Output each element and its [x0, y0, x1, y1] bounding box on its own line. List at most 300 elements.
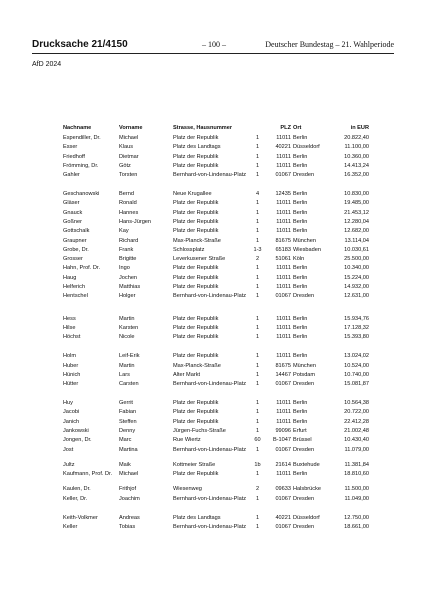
cell-strasse: Platz der Republik [173, 218, 219, 225]
cell-nachname: Hütter [63, 381, 79, 388]
table-row [63, 428, 369, 437]
cell-ort: Berlin [293, 265, 308, 272]
cell-hausnummer: 1 [255, 334, 260, 341]
cell-amount: 11.079,00 [344, 446, 369, 453]
cell-strasse: Platz der Republik [173, 209, 219, 216]
table-row [63, 210, 369, 219]
cell-amount: 15.081,87 [344, 381, 369, 388]
cell-hausnummer: 60 [254, 437, 261, 444]
column-header-vorname: Vorname [119, 125, 143, 131]
cell-amount: 10.564,38 [344, 400, 369, 407]
cell-nachname: Graupner [63, 237, 87, 244]
cell-ort: Berlin [293, 135, 308, 141]
table-row [63, 228, 369, 237]
cell-nachname: Jacobi [63, 409, 80, 416]
table-row [63, 462, 369, 471]
cell-strasse: Bernhard-von-Lindenau-Platz [173, 523, 247, 530]
cell-plz: 01067 [275, 523, 291, 530]
cell-strasse: Bernhard-von-Lindenau-Platz [173, 495, 247, 502]
cell-strasse: Neue Krugallee [173, 191, 212, 198]
cell-hausnummer: 1 [255, 135, 260, 141]
column-header-eur: in EUR [350, 125, 369, 131]
table-row [63, 515, 369, 524]
cell-ort: Dresden [293, 172, 315, 179]
cell-amount: 20.722,00 [344, 409, 369, 416]
cell-vorname: Lars [119, 371, 130, 378]
cell-hausnummer: 1 [255, 400, 260, 407]
cell-plz: 11011 [276, 334, 291, 341]
cell-nachname: Jultz [63, 461, 75, 468]
cell-strasse: Wiesenweg [173, 486, 202, 493]
cell-vorname: Frithjof [119, 486, 137, 493]
cell-hausnummer: 1 [255, 200, 260, 207]
cell-amount: 10.430,40 [344, 437, 369, 444]
cell-amount: 12.280,04 [344, 218, 369, 225]
cell-nachname: Keller [63, 523, 78, 530]
cell-ort: Dresden [293, 523, 315, 530]
cell-ort: Erfurt [293, 428, 307, 434]
cell-plz: 40221 [275, 514, 291, 521]
cell-nachname: Helferich [63, 284, 86, 291]
cell-hausnummer: 1 [255, 418, 260, 425]
table-row [63, 372, 369, 381]
cell-strasse: Alter Markt [173, 371, 201, 378]
cell-amount: 20.822,40 [344, 135, 369, 141]
cell-plz: 01067 [275, 381, 291, 388]
cell-nachname: Höchst [63, 334, 81, 341]
cell-nachname: Huy [63, 400, 73, 407]
cell-hausnummer: 1 [255, 153, 260, 160]
cell-amount: 12.682,00 [344, 228, 369, 235]
cell-strasse: Bernhard-von-Lindenau-Platz [173, 172, 247, 179]
cell-plz: 21614 [275, 461, 291, 468]
cell-hausnummer: 1 [255, 274, 260, 281]
cell-plz: 11011 [276, 200, 291, 207]
table-row [63, 400, 369, 409]
cell-amount: 18.661,00 [344, 523, 369, 530]
cell-strasse: Rue Wiertz [173, 437, 201, 444]
cell-vorname: Leif-Erik [119, 353, 140, 360]
cell-strasse: Platz der Republik [173, 274, 219, 281]
table-row [63, 163, 369, 172]
cell-ort: Dresden [293, 381, 315, 388]
table-row [63, 154, 369, 163]
cell-ort: Berlin [293, 315, 308, 322]
table-row [63, 381, 369, 400]
cell-strasse: Bernhard-von-Lindenau-Platz [173, 446, 247, 453]
cell-nachname: Hentschel [63, 293, 88, 300]
table-row [63, 275, 369, 284]
cell-strasse: Platz der Republik [173, 325, 219, 332]
cell-strasse: Max-Planck-Straße [173, 237, 221, 244]
cell-ort: Potsdam [293, 371, 316, 378]
cell-hausnummer: 1 [255, 353, 260, 360]
cell-vorname: Frank [119, 246, 134, 253]
cell-ort: Berlin [293, 409, 308, 416]
cell-nachname: Hünich [63, 371, 81, 378]
cell-plz: 11011 [276, 400, 291, 407]
cell-amount: 10.030,61 [344, 246, 369, 253]
cell-plz: 11011 [276, 135, 291, 141]
page-number: – 100 – [202, 40, 226, 49]
cell-vorname: Hans-Jürgen [119, 218, 152, 225]
cell-ort: Berlin [293, 191, 308, 198]
table-row [63, 191, 369, 200]
cell-nachname: Keith-Volkmer [63, 514, 98, 521]
cell-amount: 22.412,28 [344, 418, 369, 425]
table-row [63, 334, 369, 353]
cell-ort: Buxtehude [293, 461, 320, 468]
cell-strasse: Leverkusener Straße [173, 256, 226, 263]
cell-hausnummer: 1 [255, 495, 260, 502]
cell-vorname: Gerrit [119, 400, 133, 407]
table-row [63, 409, 369, 418]
cell-ort: Düsseldorf [293, 144, 320, 151]
cell-strasse: Platz der Republik [173, 135, 219, 141]
table-row [63, 135, 369, 144]
cell-nachname: Friedhoff [63, 153, 85, 160]
cell-vorname: Martin [119, 362, 135, 369]
cell-ort: Brüssel [293, 437, 312, 444]
cell-ort: Berlin [293, 209, 308, 216]
table-row [63, 284, 369, 293]
cell-vorname: Ronald [119, 200, 137, 207]
cell-hausnummer: 1 [255, 144, 260, 151]
table-row [63, 144, 369, 153]
table-row [63, 247, 369, 256]
cell-amount: 19.485,00 [344, 200, 369, 207]
cell-hausnummer: 1 [255, 446, 260, 453]
cell-amount: 25.500,00 [344, 256, 369, 263]
cell-hausnummer: 1 [255, 265, 260, 272]
cell-plz: 11011 [276, 153, 291, 160]
cell-strasse: Platz der Republik [173, 284, 219, 291]
cell-hausnummer: 1 [255, 162, 260, 169]
cell-nachname: Espendiller, Dr. [63, 135, 101, 141]
cell-hausnummer: 1 [255, 293, 260, 300]
cell-nachname: Haug [63, 274, 77, 281]
cell-plz: 11011 [276, 274, 291, 281]
cell-hausnummer: 1 [255, 428, 260, 434]
section-title: AfD 2024 [32, 61, 62, 68]
cell-vorname: Torsten [119, 172, 138, 179]
cell-vorname: Martin [119, 315, 135, 322]
cell-strasse: Platz des Landtags [173, 514, 221, 521]
cell-plz: 11011 [276, 353, 291, 360]
cell-strasse: Platz der Republik [173, 418, 219, 425]
cell-plz: 12435 [275, 191, 291, 198]
table-header-row [63, 125, 369, 135]
table-row [63, 200, 369, 209]
cell-nachname: Jankowski [63, 428, 89, 434]
cell-strasse: Platz der Republik [173, 162, 219, 169]
cell-nachname: Huber [63, 362, 79, 369]
cell-amount: 12.750,00 [344, 514, 369, 521]
cell-nachname: Grosser [63, 256, 83, 263]
cell-nachname: Hilse [63, 325, 76, 332]
cell-strasse: Platz der Republik [173, 353, 219, 360]
cell-strasse: Platz der Republik [173, 315, 219, 322]
cell-ort: München [293, 362, 317, 369]
cell-vorname: Bernd [119, 191, 134, 198]
cell-ort: Halsbrücke [293, 486, 321, 493]
cell-strasse: Platz des Landtags [173, 144, 221, 151]
cell-ort: Berlin [293, 400, 308, 407]
cell-amount: 11.381,84 [344, 461, 369, 468]
cell-hausnummer: 1 [255, 381, 260, 388]
cell-plz: 11011 [276, 284, 291, 291]
cell-ort: Berlin [293, 418, 308, 425]
cell-vorname: Ingo [119, 265, 130, 272]
cell-nachname: Gottschalk [63, 228, 90, 235]
cell-nachname: Hess [63, 315, 76, 322]
cell-vorname: Steffen [119, 418, 137, 425]
cell-hausnummer: 1 [255, 409, 260, 416]
cell-ort: Berlin [293, 162, 308, 169]
cell-amount: 13.114,04 [344, 237, 369, 244]
table-row [63, 293, 369, 316]
cell-ort: Berlin [293, 274, 308, 281]
cell-plz: 11011 [276, 418, 291, 425]
cell-ort: Dresden [293, 446, 315, 453]
cell-nachname: Keller, Dr. [63, 495, 88, 502]
cell-strasse: Platz der Republik [173, 409, 219, 416]
cell-hausnummer: 1 [255, 237, 260, 244]
cell-hausnummer: 1 [255, 315, 260, 322]
cell-hausnummer: 1 [255, 514, 260, 521]
cell-amount: 11.049,00 [344, 495, 369, 502]
cell-vorname: Holger [119, 293, 136, 300]
cell-vorname: Marc [119, 437, 132, 444]
cell-amount: 13.024,02 [344, 353, 369, 360]
table-row [63, 265, 369, 274]
cell-ort: Düsseldorf [293, 514, 320, 521]
cell-vorname: Fabian [119, 409, 137, 416]
cell-vorname: Jochen [119, 274, 138, 281]
table-row [63, 353, 369, 362]
cell-nachname: Kaufmann, Prof. Dr. [63, 471, 113, 478]
cell-plz: 81675 [275, 237, 291, 244]
cell-vorname: Nicole [119, 334, 135, 341]
cell-vorname: Tobias [119, 523, 136, 530]
cell-vorname: Brigitte [119, 256, 137, 263]
cell-vorname: Kay [119, 228, 129, 235]
cell-nachname: Esser [63, 144, 78, 151]
cell-ort: Berlin [293, 153, 308, 160]
cell-ort: Berlin [293, 353, 308, 360]
cell-nachname: Jost [63, 446, 74, 453]
cell-vorname: Martina [119, 446, 138, 453]
cell-amount: 17.128,32 [344, 325, 369, 332]
cell-plz: 11011 [276, 325, 291, 332]
cell-hausnummer: 1 [255, 284, 260, 291]
cell-strasse: Max-Planck-Straße [173, 362, 221, 369]
cell-vorname: Maik [119, 461, 131, 468]
cell-strasse: Platz der Republik [173, 228, 219, 235]
cell-hausnummer: 1 [255, 209, 260, 216]
table-row [63, 486, 369, 495]
table-row [63, 471, 369, 486]
table-row [63, 496, 369, 515]
cell-ort: Berlin [293, 200, 308, 207]
cell-nachname: Janich [63, 418, 80, 425]
table-row [63, 238, 369, 247]
cell-strasse: Platz der Republik [173, 334, 219, 341]
cell-nachname: Jongen, Dr. [63, 437, 92, 444]
cell-ort: Berlin [293, 334, 308, 341]
cell-plz: 11011 [276, 209, 291, 216]
cell-hausnummer: 1-3 [253, 246, 262, 253]
column-header-strasse: Strasse, Hausnummer [173, 125, 233, 131]
cell-vorname: Hannes [119, 209, 139, 216]
cell-strasse: Platz der Republik [173, 400, 219, 407]
cell-amount: 10.830,00 [344, 191, 369, 198]
cell-plz: 51061 [275, 256, 291, 263]
cell-vorname: Andreas [119, 514, 140, 521]
cell-nachname: Frömming, Dr. [63, 162, 99, 169]
cell-nachname: Gnauck [63, 209, 83, 216]
table-row [63, 256, 369, 265]
cell-amount: 15.934,76 [344, 315, 369, 322]
column-header-nachname: Nachname [63, 125, 92, 131]
cell-amount: 16.352,00 [344, 172, 369, 179]
table-row [63, 363, 369, 372]
cell-strasse: Bernhard-von-Lindenau-Platz [173, 293, 247, 300]
cell-strasse: Platz der Republik [173, 265, 219, 272]
cell-hausnummer: 4 [255, 191, 260, 198]
cell-plz: 01067 [275, 293, 291, 300]
cell-nachname: Holm [63, 353, 77, 360]
cell-amount: 18.810,60 [344, 471, 369, 478]
cell-amount: 11.100,00 [344, 144, 369, 151]
cell-hausnummer: 1 [255, 523, 260, 530]
table-row [63, 219, 369, 228]
table-row [63, 447, 369, 462]
table-row [63, 172, 369, 191]
cell-vorname: Dietmar [119, 153, 139, 160]
cell-plz: B-1047 [272, 437, 291, 444]
cell-plz: 81675 [275, 362, 291, 369]
cell-vorname: Götz [119, 162, 131, 169]
cell-plz: 40221 [275, 144, 291, 151]
cell-hausnummer: 2 [255, 486, 260, 493]
cell-ort: Berlin [293, 218, 308, 225]
cell-ort: Wiesbaden [293, 246, 321, 253]
cell-amount: 10.360,00 [344, 153, 369, 160]
table-row [63, 524, 369, 536]
cell-nachname: Gläser [63, 200, 80, 207]
cell-nachname: Grobe, Dr. [63, 246, 89, 253]
cell-hausnummer: 2 [255, 256, 260, 263]
cell-strasse: Platz der Republik [173, 200, 219, 207]
cell-vorname: Denny [119, 428, 136, 434]
cell-hausnummer: 1 [255, 172, 260, 179]
cell-amount: 10.740,00 [344, 371, 369, 378]
cell-amount: 21.453,12 [344, 209, 369, 216]
cell-hausnummer: 1 [255, 218, 260, 225]
cell-ort: Dresden [293, 495, 315, 502]
cell-hausnummer: 1 [255, 471, 260, 478]
cell-nachname: Kaulen, Dr. [63, 486, 91, 493]
cell-vorname: Matthias [119, 284, 141, 291]
cell-nachname: Hahn, Prof. Dr. [63, 265, 100, 272]
cell-amount: 21.002,48 [344, 428, 369, 434]
cell-vorname: Karsten [119, 325, 139, 332]
cell-nachname: Geschanowski [63, 191, 100, 198]
cell-hausnummer: 1 [255, 362, 260, 369]
cell-vorname: Klaus [119, 144, 133, 151]
cell-plz: 14467 [275, 371, 291, 378]
cell-strasse: Kottmeier Straße [173, 461, 216, 468]
cell-hausnummer: 1 [255, 371, 260, 378]
document-number: Drucksache 21/4150 [32, 39, 128, 50]
cell-plz: 01067 [275, 172, 291, 179]
parliament-label: Deutscher Bundestag – 21. Wahlperiode [265, 40, 394, 49]
cell-plz: 65183 [275, 246, 291, 253]
cell-plz: 11011 [276, 265, 291, 272]
cell-strasse: Platz der Republik [173, 471, 219, 478]
cell-strasse: Bernhard-von-Lindenau-Platz [173, 381, 247, 388]
cell-ort: Berlin [293, 284, 308, 291]
cell-nachname: Goßner [63, 218, 82, 225]
cell-plz: 11011 [276, 228, 291, 235]
cell-plz: 11011 [276, 409, 291, 416]
table-row [63, 325, 369, 334]
cell-plz: 11011 [276, 315, 291, 322]
cell-amount: 12.631,00 [344, 293, 369, 300]
cell-hausnummer: 1 [255, 228, 260, 235]
cell-amount: 15.224,00 [344, 274, 369, 281]
cell-vorname: Richard [119, 237, 139, 244]
column-header-ort: Ort [293, 125, 302, 131]
table-row [63, 437, 369, 446]
cell-nachname: Gahler [63, 172, 80, 179]
page-header [32, 39, 394, 54]
cell-vorname: Carsten [119, 381, 139, 388]
cell-plz: 99096 [275, 428, 291, 434]
cell-plz: 11011 [276, 218, 291, 225]
column-header-plz: PLZ [280, 125, 291, 131]
cell-amount: 10.340,00 [344, 265, 369, 272]
cell-amount: 10.524,00 [344, 362, 369, 369]
cell-ort: Berlin [293, 325, 308, 332]
cell-plz: 11011 [276, 162, 291, 169]
cell-ort: Berlin [293, 228, 308, 235]
cell-amount: 14.932,00 [344, 284, 369, 291]
cell-ort: Berlin [293, 471, 308, 478]
cell-plz: 09633 [275, 486, 291, 493]
cell-strasse: Platz der Republik [173, 153, 219, 160]
cell-ort: München [293, 237, 317, 244]
cell-strasse: Schlossplatz [173, 246, 205, 253]
cell-ort: Köln [293, 256, 305, 263]
cell-strasse: Jürgen-Fuchs-Straße [173, 428, 226, 434]
cell-hausnummer: 1b [254, 461, 261, 468]
table-row [63, 419, 369, 428]
cell-amount: 14.413,24 [344, 162, 369, 169]
donations-table [63, 125, 369, 536]
cell-plz: 01067 [275, 495, 291, 502]
cell-vorname: Joachim [119, 495, 140, 502]
cell-vorname: Michael [119, 471, 139, 478]
cell-vorname: Michael [119, 135, 139, 141]
cell-plz: 11011 [276, 471, 291, 478]
cell-hausnummer: 1 [255, 325, 260, 332]
cell-plz: 01067 [275, 446, 291, 453]
cell-amount: 15.393,80 [344, 334, 369, 341]
cell-amount: 11.500,00 [344, 486, 369, 493]
table-row [63, 316, 369, 325]
